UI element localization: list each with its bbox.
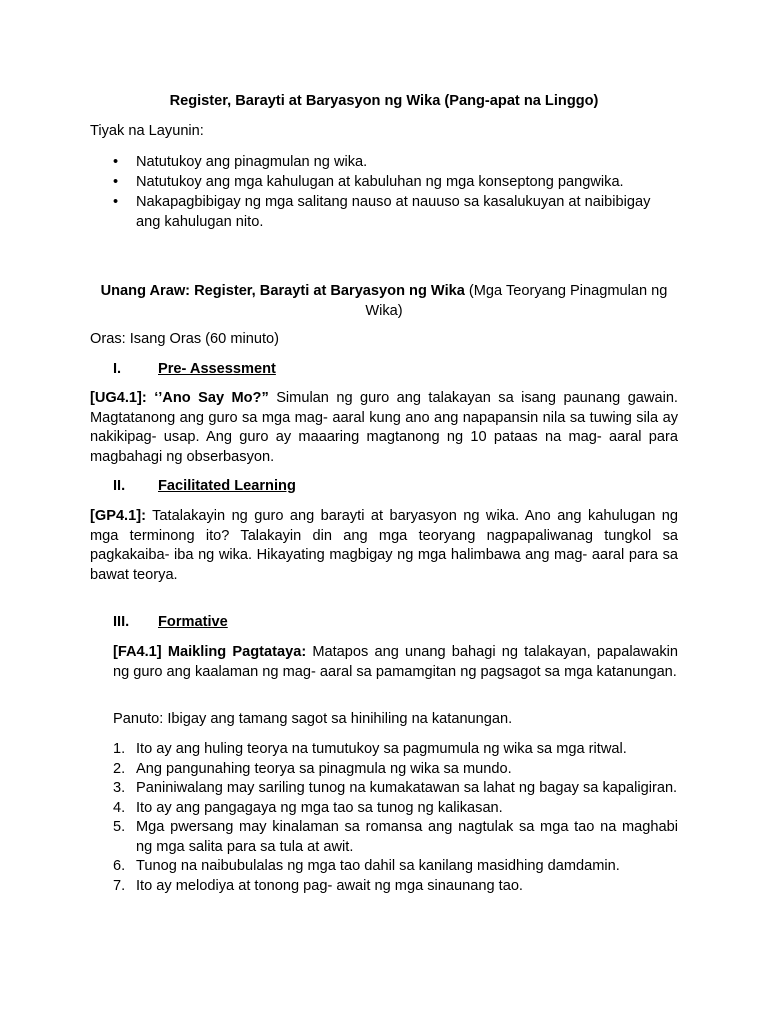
- objectives-label: Tiyak na Layunin:: [90, 123, 204, 139]
- question-item: 4. Ito ay ang pangagaya ng mga tao sa tunog ng kalikasan.: [113, 799, 503, 816]
- objective-item: • Natutukoy ang mga kahulugan at kabuluhan ng mga konseptong pangwika.: [113, 174, 624, 190]
- day-heading: Unang Araw: Register, Barayti at Baryasyon ng Wika (Mga Teoryang Pinagmulan ng Wika): [100, 283, 668, 319]
- question-item: 1. Ito ay ang huling teorya na tumutukoy sa pagmumula ng wika sa mga ritwal.: [113, 741, 627, 757]
- bullet-icon: •: [113, 174, 119, 190]
- question-item: 6. Tunog na naibubulalas ng mga tao dahil sa kanilang masidhing damdamin.: [113, 858, 620, 874]
- document-title: Register, Barayti at Baryasyon ng Wika (Pang-apat na Linggo): [169, 93, 599, 109]
- section-paragraph-formative: [FA4.1] Maikling Pagtataya: Matapos ang unang bahagi ng talakayan, papalawakin ng guro ang kaalaman ng mag- aaral sa pamamgitan ng pagsagot sa mga katanungan.: [113, 644, 678, 680]
- bullet-icon: •: [113, 154, 119, 170]
- bullet-icon: •: [113, 194, 119, 210]
- objectives-list: [90, 152, 678, 232]
- objective-item: • Nakapagbibigay ng mga salitang nauso at nauuso sa kasalukuyan at naibibigay ang kahulugan nito.: [113, 194, 651, 230]
- section-paragraph-facilitated-learning: [GP4.1]: Tatalakayin ng guro ang barayti at baryasyon ng wika. Ano ang kahulugan ng mga terminong ito? Talakayin din ang mga teoryang nagpapaliwanag tungkol sa pagkakaiba- iba ng wika. Hikayating magbigay ng mga halimbawa ang mag- aaral para sa bawat teorya.: [90, 508, 678, 583]
- instructions-text: Panuto: Ibigay ang tamang sagot sa hinihiling na katanungan.: [113, 711, 513, 727]
- section-paragraph-pre-assessment: [UG4.1]: ‘’Ano Say Mo?” Simulan ng guro ang talakayan sa isang paunang gawain. Magtatanong ang guro sa mga mag- aaral kung ano ang napapansin nila sa tuwing sila ay nakikipag- usap. Ang guro ay maaaring magtanong ng 10 pataas na mag- aaral para magbahagi ng obserbasyon.: [90, 390, 678, 465]
- duration-text: Oras: Isang Oras (60 minuto): [90, 331, 279, 347]
- question-item: 2. Ang pangunahing teorya sa pinagmula ng wika sa mundo.: [113, 760, 512, 777]
- question-item: 7. Ito ay melodiya at tonong pag- await ng mga sinaunang tao.: [113, 877, 523, 894]
- questions-list: [90, 740, 678, 896]
- question-item: 5. Mga pwersang may kinalaman sa romansa ang nagtulak sa mga tao na maghabi ng mga salita para sa tula at awit.: [113, 819, 678, 855]
- question-item: 3. Paniniwalang may sariling tunog na kumakatawan sa lahat ng bagay sa kapaligiran.: [113, 780, 678, 796]
- objective-item: • Natutukoy ang pinagmulan ng wika.: [113, 154, 368, 170]
